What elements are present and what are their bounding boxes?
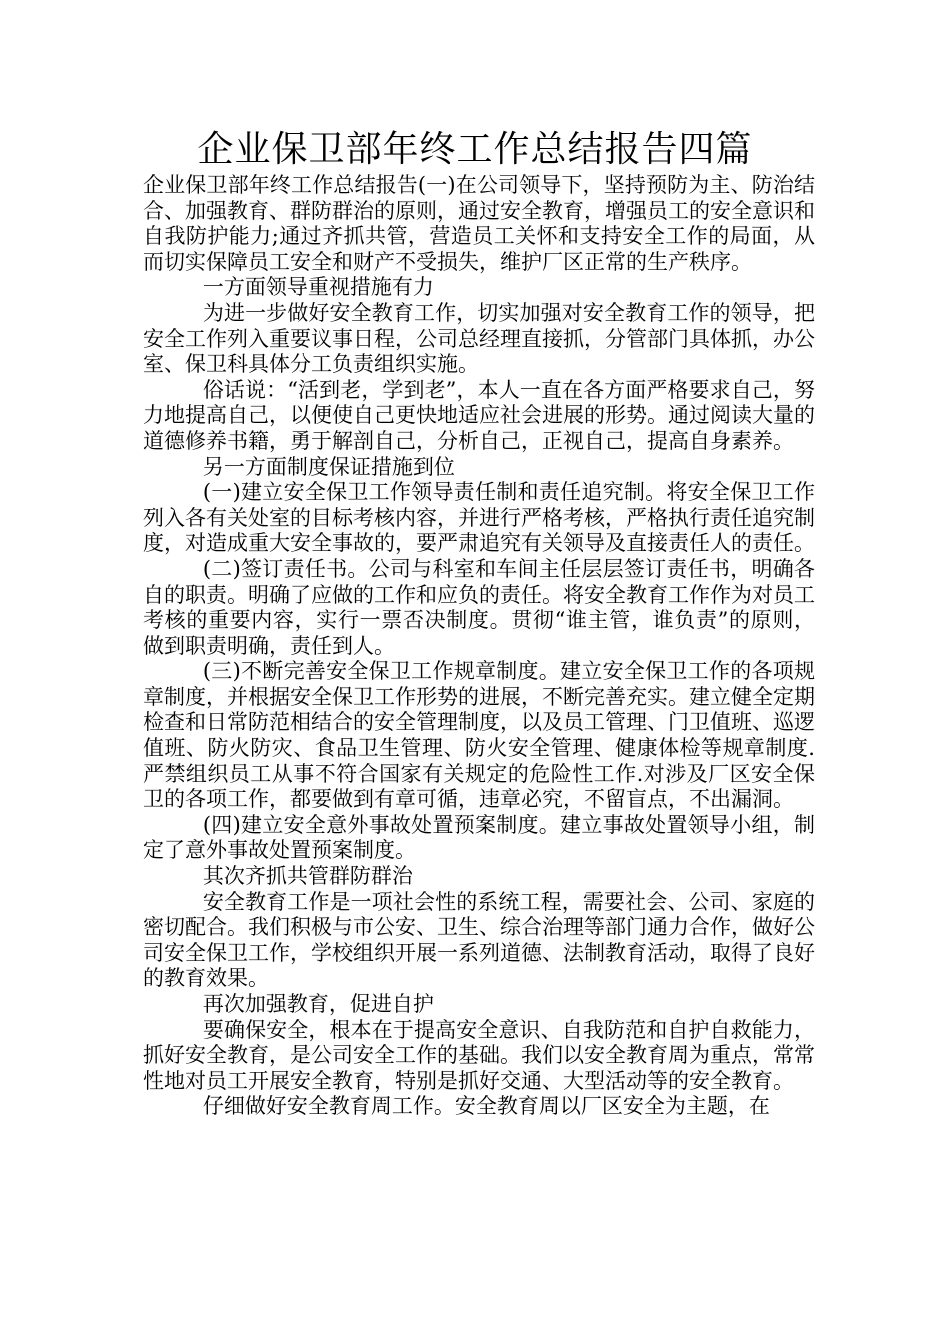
paragraph: 再次加强教育，促进自护: [202, 992, 434, 1016]
paragraph: 一方面领导重视措施有力: [202, 275, 434, 300]
paragraph: (三)不断完善安全保卫工作规章制度。建立安全保卫工作的各项规章制度，并根据安全保卫工作形势的进展，不断完善充实。建立健全定期检查和日常防范相结合的安全管理制度，以及员工管理、门卫值班、巡逻值班、防火防灾、食品卫生管理、防火安全管理、健康体检等规章制度.严禁组织员工从事不符合国家有关规定的危险性工作.对涉及厂区安全保卫的各项工作，都要做到有章可循，违章必究，不留盲点，不出漏洞。: [143, 659, 815, 812]
paragraph: 另一方面制度保证措施到位: [202, 454, 455, 479]
paragraph: (一)建立安全保卫工作领导责任制和责任追究制。将安全保卫工作列入各有关处室的目标考核内容，并进行严格考核，严格执行责任追究制度，对造成重大安全事故的，要严肃追究有关领导及直接责任人的责任。: [143, 480, 815, 556]
paragraph: (二)签订责任书。公司与科室和车间主任层层签订责任书，明确各自的职责。明确了应做的工作和应负的责任。将安全教育工作作为对员工考核的重要内容，实行一票否决制度。贯彻“谁主管，谁负责”的原则，做到职责明确，责任到人。: [143, 556, 815, 658]
paragraph: (四)建立安全意外事故处置预案制度。建立事故处置领导小组，制定了意外事故处置预案制度。: [143, 812, 815, 863]
paragraph: 仔细做好安全教育周工作。安全教育周以厂区安全为主题，在: [202, 1094, 770, 1119]
paragraph: 企业保卫部年终工作总结报告(一)在公司领导下，坚持预防为主、防治结合、加强教育、群防群治的原则，通过安全教育，增强员工的安全意识和自我防护能力;通过齐抓共管，营造员工关怀和支持安全工作的局面，从而切实保障员工安全和财产不受损失，维护厂区正常的生产秩序。: [143, 173, 815, 274]
document-body: [143, 173, 815, 1120]
paragraph: 安全教育工作是一项社会性的系统工程，需要社会、公司、家庭的密切配合。我们积极与市公安、卫生、综合治理等部门通力合作，做好公司安全保卫工作，学校组织开展一系列道德、法制教育活动，取得了良好的教育效果。: [143, 889, 815, 991]
paragraph: 俗话说：“活到老，学到老”，本人一直在各方面严格要求自己，努力地提高自己，以便使自己更快地适应社会进展的形势。通过阅读大量的道德修养书籍，勇于解剖自己，分析自己，正视自己，提高自身素养。: [143, 377, 815, 453]
document-title: 企业保卫部年终工作总结报告四篇: [197, 129, 753, 170]
paragraph: 要确保安全，根本在于提高安全意识、自我防范和自护自救能力，抓好安全教育，是公司安全工作的基础。我们以安全教育周为重点，常常性地对员工开展安全教育，特别是抓好交通、大型活动等的安全教育。: [143, 1017, 815, 1093]
paragraph: 其次齐抓共管群防群治: [202, 864, 413, 889]
paragraph: 为进一步做好安全教育工作，切实加强对安全教育工作的领导，把安全工作列入重要议事日程，公司总经理直接抓，分管部门具体抓，办公室、保卫科具体分工负责组织实施。: [143, 300, 815, 377]
